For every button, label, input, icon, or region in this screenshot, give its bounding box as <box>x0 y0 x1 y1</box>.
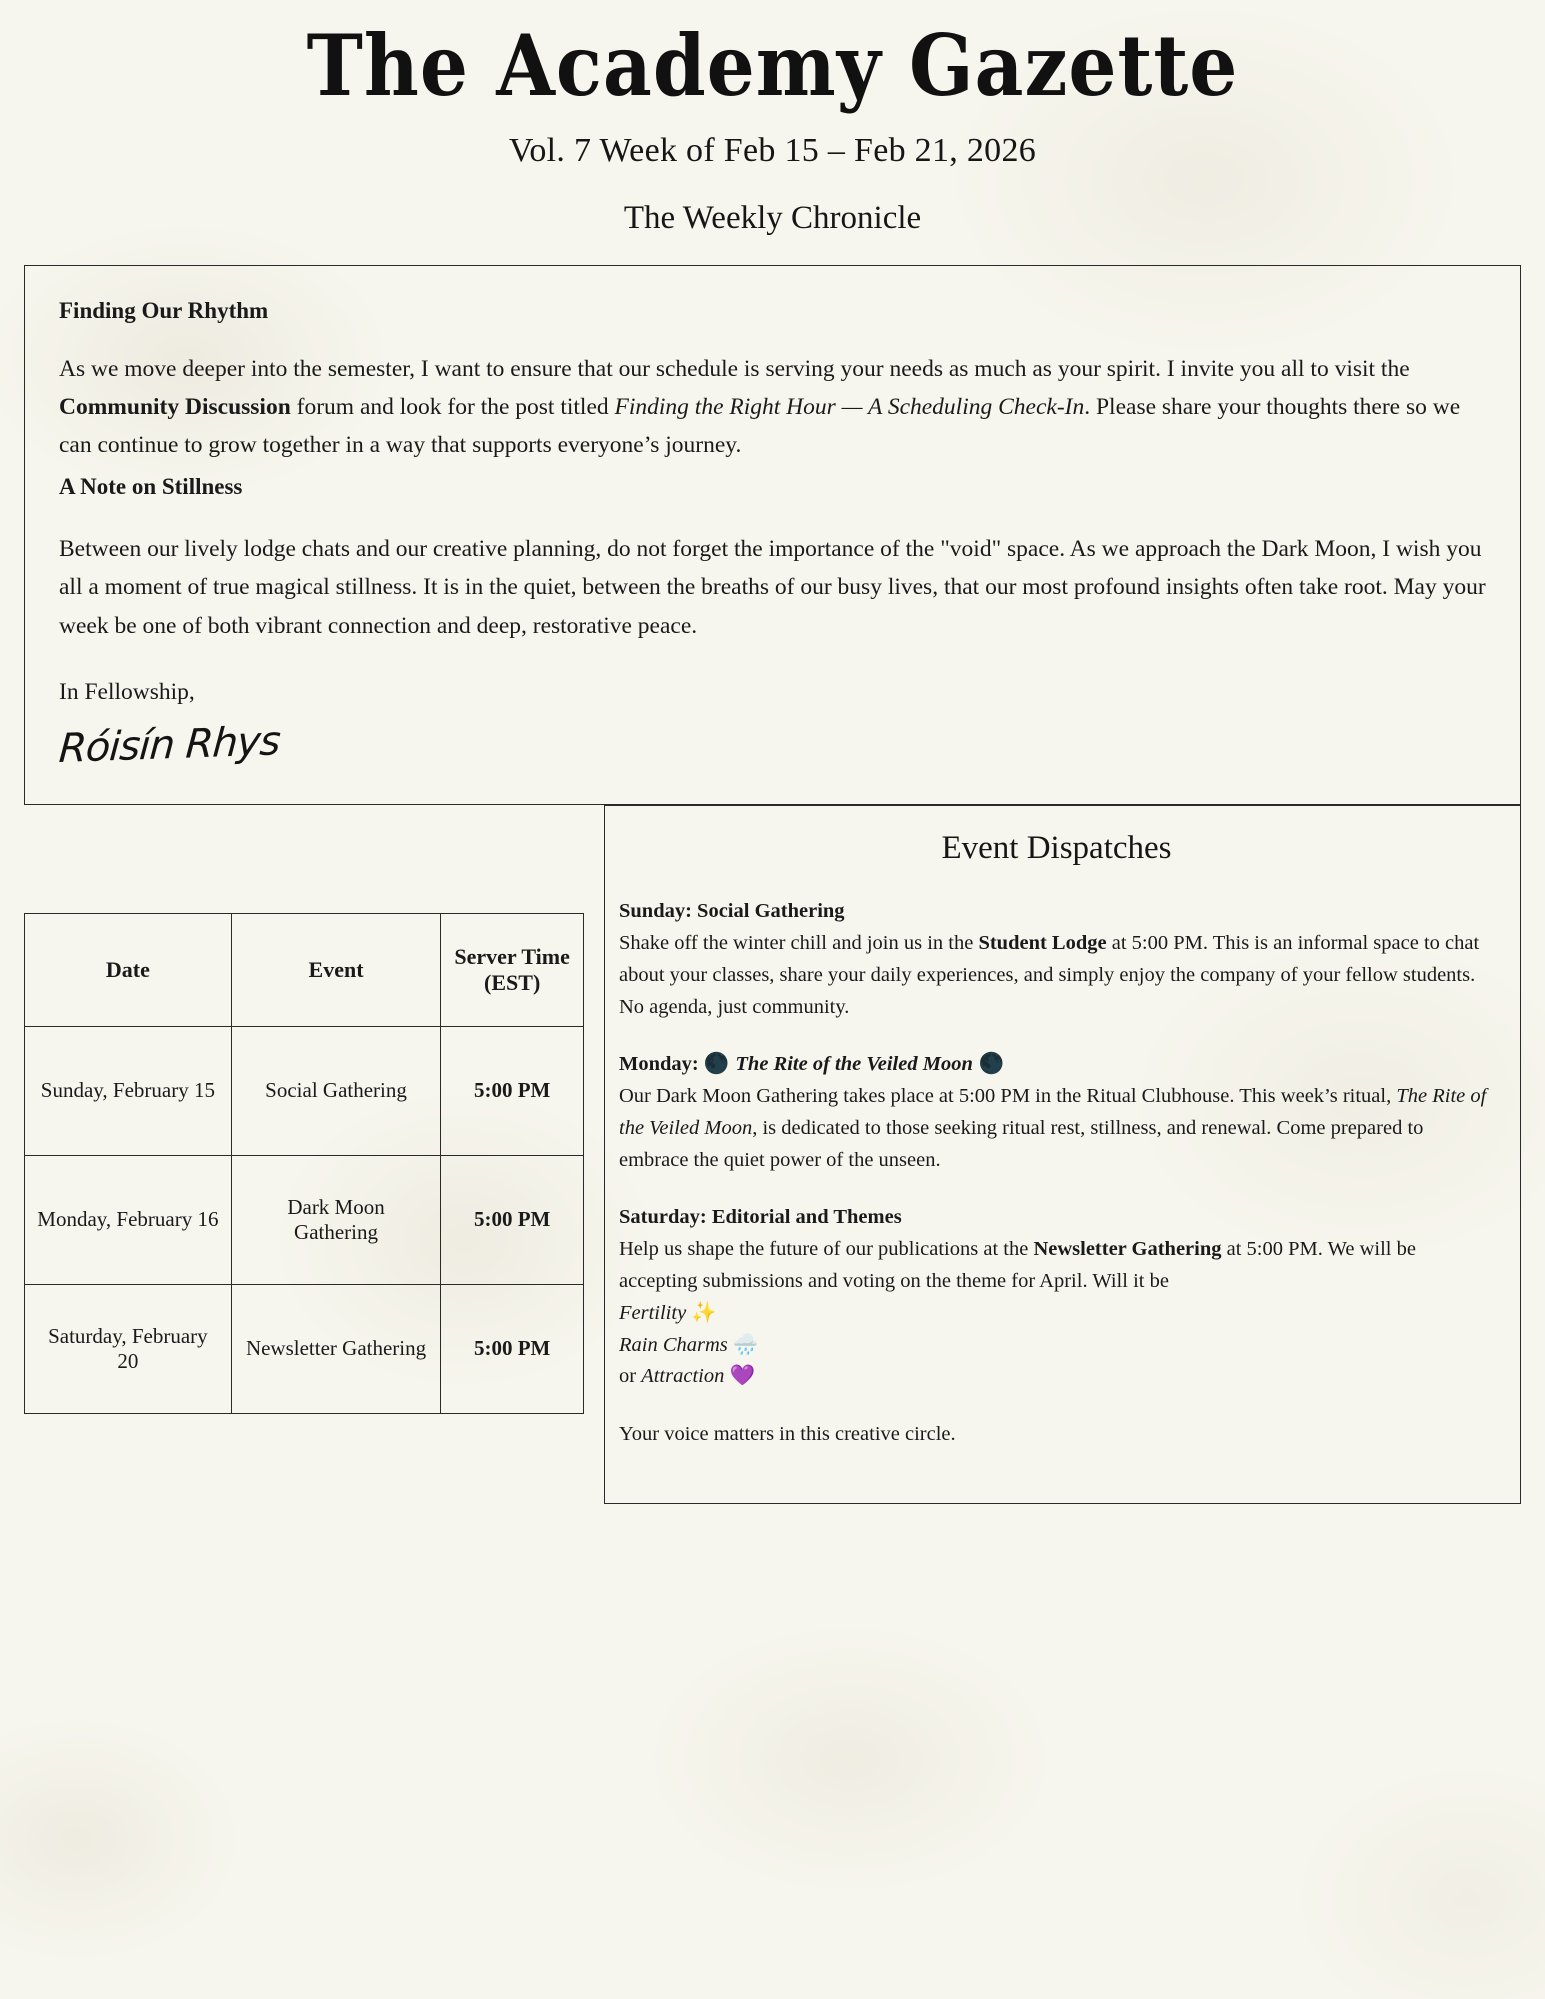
dispatch-monday-heading-italic: The Rite of the Veiled Moon <box>735 1052 973 1075</box>
editorial-paragraph-stillness: Between our lively lodge chats and our creative planning, do not forget the importance of the "void" space. As we approach the Dark Moon, I wish you all a moment of true magical stillness. It is in the quiet, between the breaths of our busy lives, that our most profound insights often take root. May your week be one of both vibrant connection and deep, restorative peace. <box>59 536 1486 639</box>
editorial-p1-italic-post-title: Finding the Right Hour — A Scheduling Check-In <box>614 394 1085 421</box>
dispatch-saturday-text-a: Help us shape the future of our publications at the <box>619 1238 1034 1261</box>
theme-option-attraction <box>619 1361 1494 1393</box>
editorial-heading-rhythm: Finding Our Rhythm <box>59 298 269 324</box>
cell-date: Monday, February 16 <box>25 1155 232 1284</box>
dispatch-saturday-text-b: at 5:00 PM. We will be accepting submissions and voting on the theme for April. Will it be <box>619 1238 1416 1293</box>
column-header-server-time-line2: (EST) <box>484 969 541 995</box>
schedule-column <box>24 805 604 1504</box>
dispatch-monday-heading <box>619 1050 1494 1080</box>
dispatch-sunday-heading: Sunday: Social Gathering <box>619 899 845 922</box>
editorial-box <box>24 265 1521 804</box>
cell-event: Dark Moon Gathering <box>231 1155 441 1284</box>
cell-time: 5:00 PM <box>441 1026 584 1155</box>
column-header-server-time-line1: Server Time <box>454 943 570 969</box>
dispatches-title: Event Dispatches <box>941 829 1172 866</box>
table-row <box>25 1155 584 1284</box>
dispatch-saturday-bold-newsletter-gathering: Newsletter Gathering <box>1033 1238 1222 1261</box>
new-moon-icon: 🌑 <box>978 1052 1005 1075</box>
lower-section <box>24 805 1521 1504</box>
table-row <box>25 1284 584 1413</box>
cell-event: Newsletter Gathering <box>231 1284 441 1413</box>
table-header-row <box>25 913 584 1026</box>
editorial-paragraph-rhythm <box>59 350 1486 464</box>
sparkles-icon: ✨ <box>691 1301 717 1324</box>
dispatch-sunday-bold-student-lodge: Student Lodge <box>978 932 1107 955</box>
dispatch-monday-heading-prefix: Monday: <box>619 1052 704 1075</box>
dispatch-sunday-body <box>619 928 1494 1023</box>
theme-label: Fertility <box>619 1301 687 1324</box>
editorial-p1-text-b: forum and look for the post titled <box>290 394 615 421</box>
column-header-date: Date <box>25 913 232 1026</box>
theme-option-rain-charms <box>619 1330 1494 1362</box>
cell-time: 5:00 PM <box>441 1284 584 1413</box>
dispatch-saturday <box>619 1203 1494 1451</box>
masthead-volume-line: Vol. 7 Week of Feb 15 – Feb 21, 2026 <box>508 132 1037 170</box>
theme-prefix: or <box>619 1365 642 1388</box>
schedule-table-head <box>25 913 584 1026</box>
dispatch-saturday-body <box>619 1234 1494 1298</box>
editorial-p1-bold-community-discussion: Community Discussion <box>59 394 291 421</box>
theme-option-fertility <box>619 1298 1494 1330</box>
dispatch-monday-body <box>619 1081 1494 1176</box>
masthead-tagline: The Weekly Chronicle <box>623 200 922 237</box>
dispatch-monday-text-a: Our Dark Moon Gathering takes place at 5:00 PM in the Ritual Clubhouse. This week’s ritual, <box>619 1085 1397 1108</box>
dispatch-saturday-closing: Your voice matters in this creative circle. <box>619 1423 956 1446</box>
dispatch-sunday-text-b: at 5:00 PM. This is an informal space to chat about your classes, share your daily experiences, and simply enjoy the company of your fellow students. No agenda, just community. <box>619 932 1480 1018</box>
cell-date: Saturday, February 20 <box>25 1284 232 1413</box>
dispatch-monday-italic-rite: The Rite of the Veiled Moon <box>619 1085 1487 1140</box>
dispatch-sunday-text-a: Shake off the winter chill and join us in the <box>619 932 979 955</box>
purple-heart-icon: 💜 <box>729 1365 755 1388</box>
rain-cloud-icon: 🌧️ <box>732 1333 759 1356</box>
theme-label: Rain Charms <box>619 1333 728 1356</box>
theme-label: Attraction <box>641 1365 725 1388</box>
dispatch-monday-text-b: , is dedicated to those seeking ritual rest, stillness, and renewal. Come prepared to embrace the quiet power of the unseen. <box>619 1117 1424 1171</box>
dispatch-saturday-heading: Saturday: Editorial and Themes <box>619 1205 902 1228</box>
dispatch-sunday <box>619 897 1494 1024</box>
event-dispatches-panel <box>604 805 1521 1504</box>
editorial-p1-text-a: As we move deeper into the semester, I want to ensure that our schedule is serving your needs as much as your spirit. I invite you all to visit the <box>59 356 1410 383</box>
column-header-event: Event <box>231 913 441 1026</box>
cell-date: Sunday, February 15 <box>25 1026 232 1155</box>
table-row <box>25 1026 584 1155</box>
editor-signature: Róisín Rhys <box>57 717 282 772</box>
masthead <box>24 0 1521 237</box>
editorial-heading-stillness: A Note on Stillness <box>59 474 243 500</box>
editorial-p1-text-c: . Please share your thoughts there so we can continue to grow together in a way that supports everyone’s journey. <box>59 394 1461 459</box>
dispatch-monday <box>619 1050 1494 1177</box>
cell-time: 5:00 PM <box>441 1155 584 1284</box>
schedule-table <box>24 913 584 1414</box>
masthead-title: The Academy Gazette <box>306 16 1239 115</box>
new-moon-icon: 🌑 <box>703 1052 730 1075</box>
cell-event: Social Gathering <box>231 1026 441 1155</box>
editorial-sign-off: In Fellowship, <box>59 678 195 705</box>
schedule-table-body <box>25 1026 584 1413</box>
column-header-server-time <box>441 913 584 1026</box>
